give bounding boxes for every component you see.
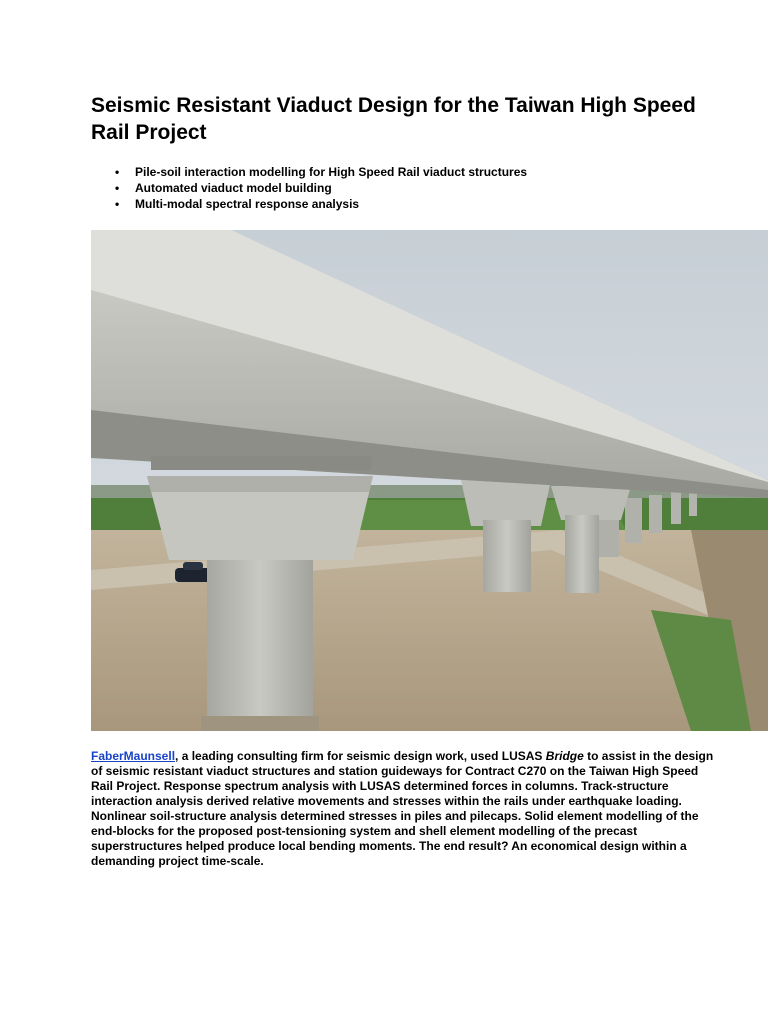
fabermaunsell-link[interactable]: FaberMaunsell	[91, 749, 176, 763]
list-item	[91, 196, 731, 212]
list-item	[91, 164, 731, 180]
list-item-text: Pile-soil interaction modelling for High Speed Rail viaduct structures	[135, 165, 528, 179]
bullet-icon: •	[115, 197, 120, 211]
body-text-part1: , a leading consulting firm for seismic design work, used LUSAS	[175, 749, 546, 763]
bullet-icon: •	[115, 165, 120, 179]
feature-list	[91, 164, 731, 212]
list-item-text: Multi-modal spectral response analysis	[135, 197, 360, 211]
viaduct-photo	[91, 230, 768, 731]
page-title: Seismic Resistant Viaduct Design for the Taiwan High Speed Rail Project	[91, 94, 696, 144]
list-item-text: Automated viaduct model building	[135, 181, 332, 195]
bridge-italic: Bridge	[545, 749, 584, 763]
list-item	[91, 180, 731, 196]
body-text-part2: to assist in the design of seismic resistant viaduct structures and station guideways for Contract C270 on the Taiwan High Speed Rail Project. Response spectrum analysis with LUSAS determined forces in columns. Track-structure interaction analysis derived relative movements and stresses within the rails under earthquake loading. Nonlinear soil-structure analysis determined stresses in piles and pilecaps. Solid element modelling of the end-blocks for the proposed post-tensioning system and shell element modelling of the precast superstructures helped produce local bending moments. The end result? An economical design within a demanding project time-scale.	[91, 749, 714, 868]
bullet-icon: •	[115, 181, 120, 195]
body-paragraph	[91, 749, 716, 869]
